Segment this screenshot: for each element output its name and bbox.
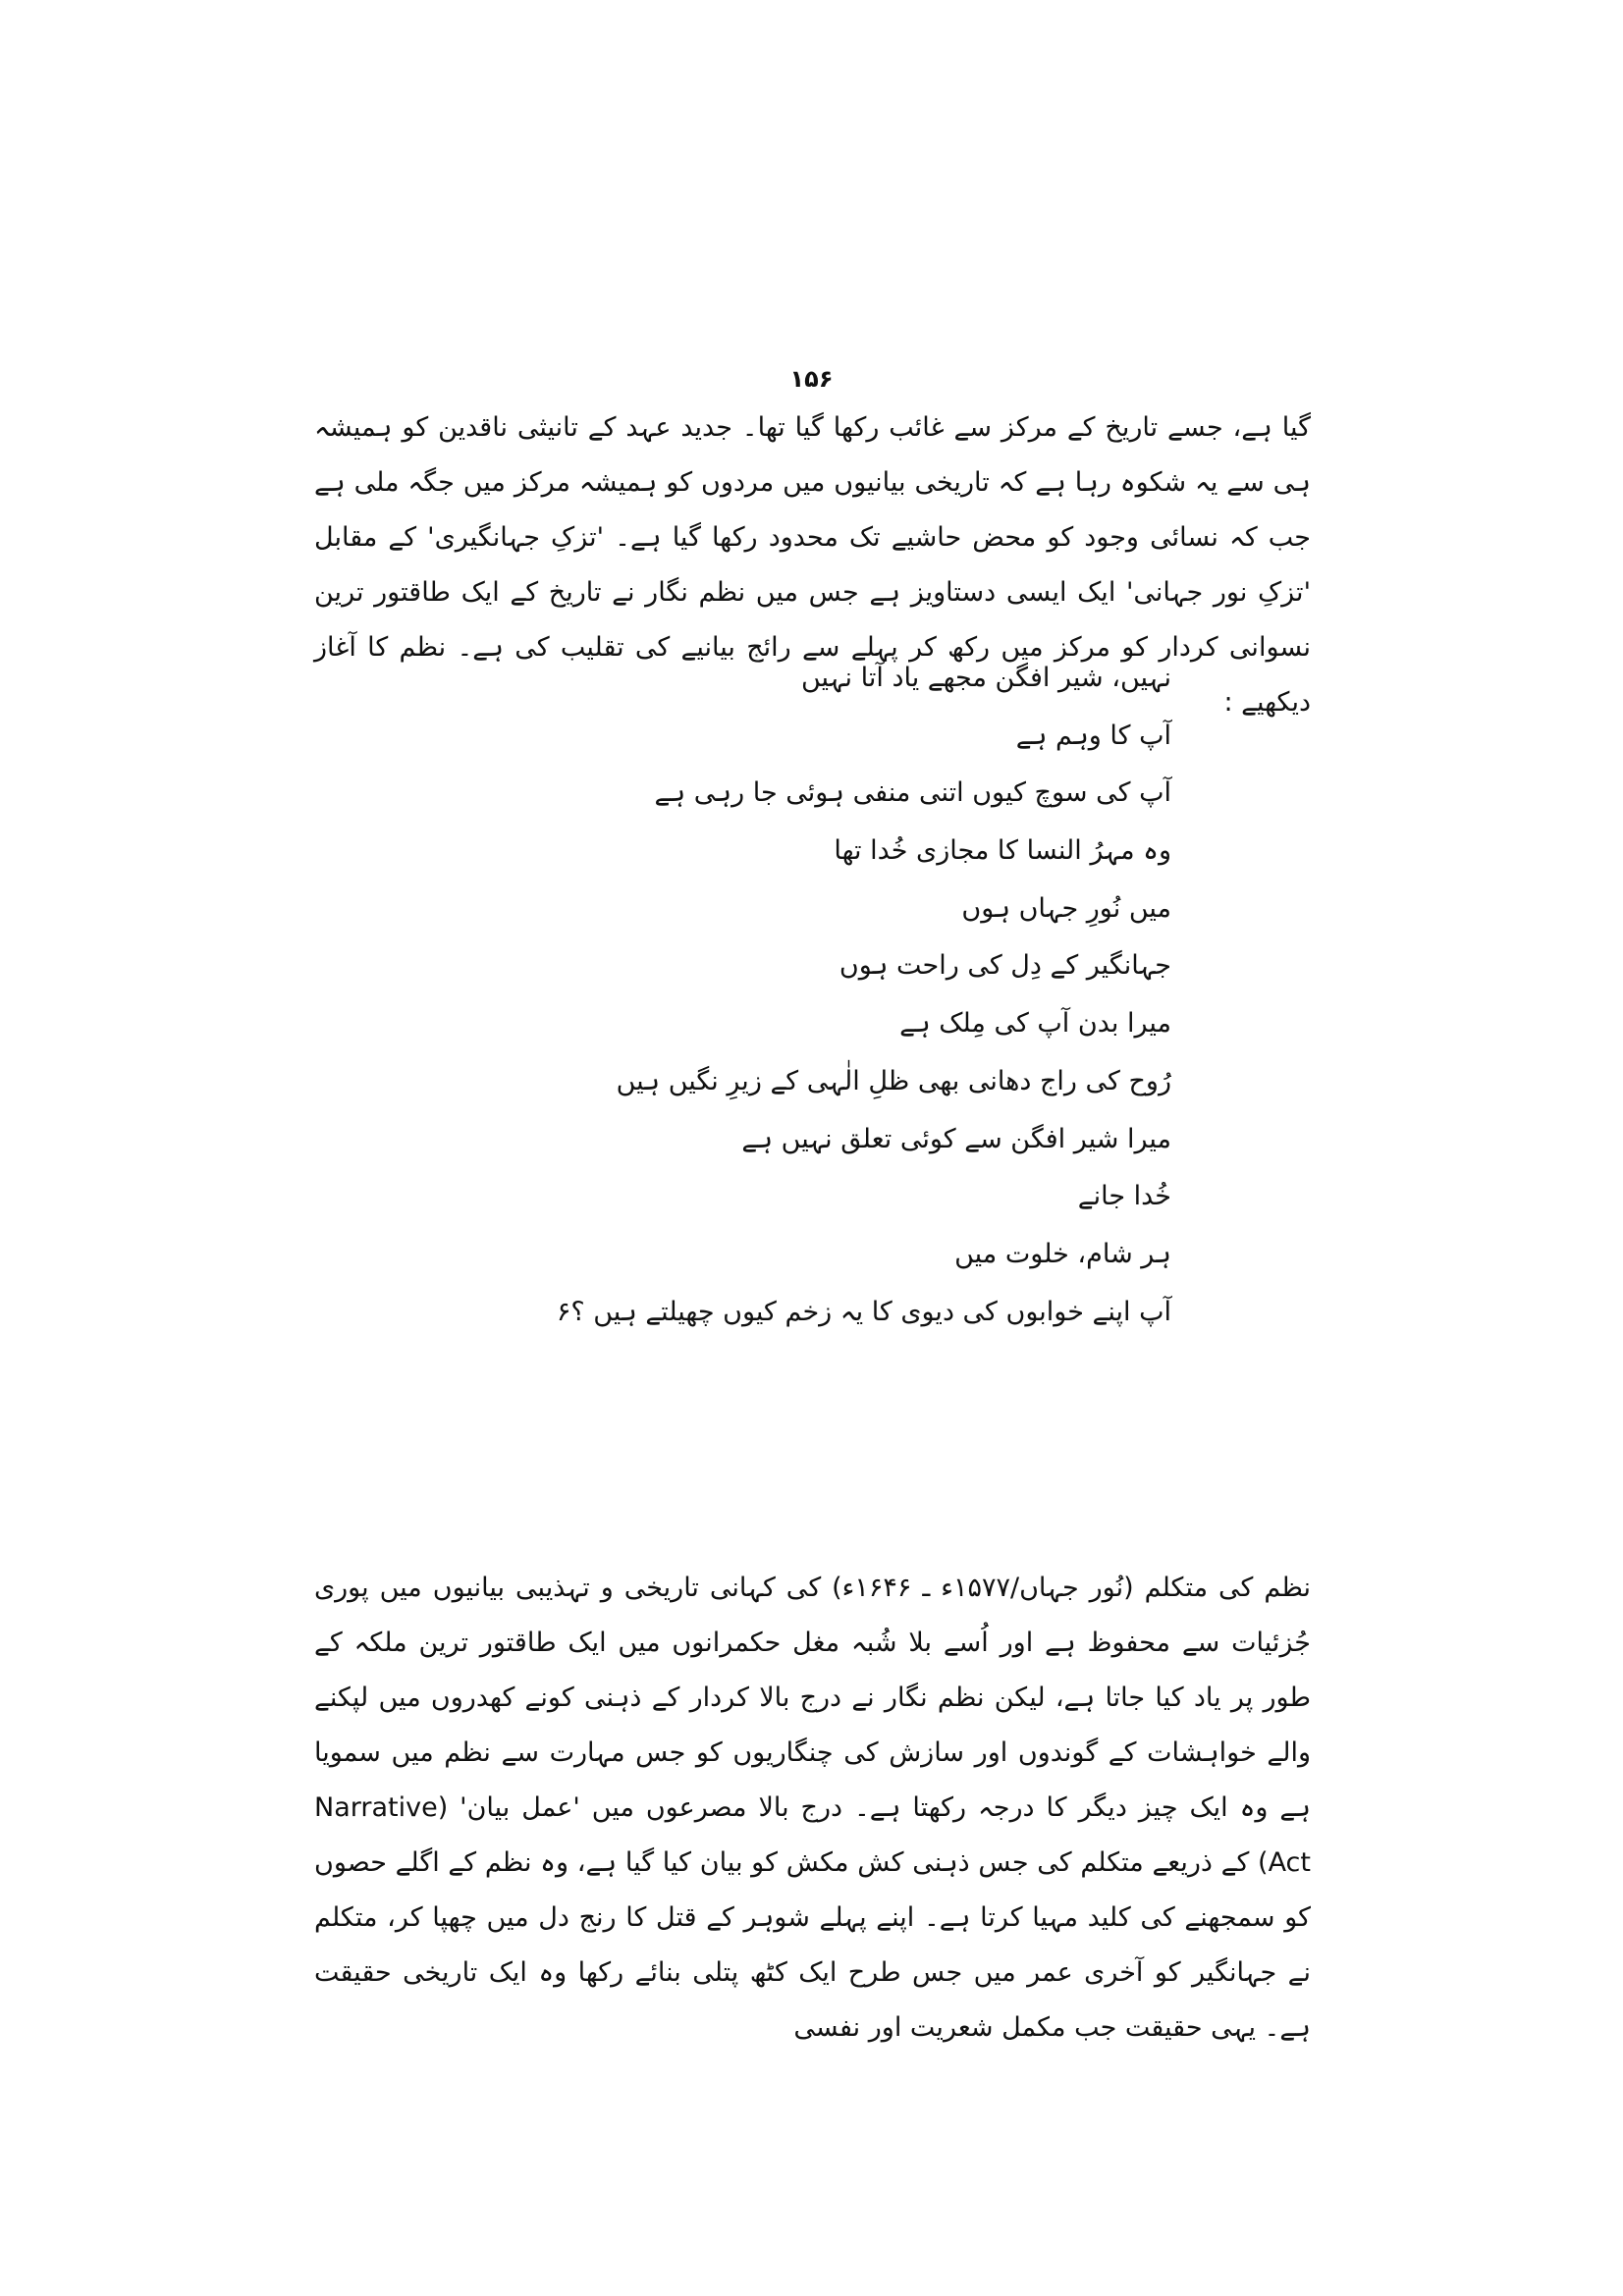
poem-excerpt [484,650,1171,1341]
poem-line: خُدا جانے [1077,1181,1171,1212]
intro-paragraph: گیا ہے، جسے تاریخ کے مرکز سے غائب رکھا گیا تھا۔ جدید عہد کے تانیثی ناقدین کو ہمیشہ ہی سے یہ شکوہ رہا ہے کہ تاریخی بیانیوں میں مردوں کو ہمیشہ مرکز میں جگہ ملی ہے جب کہ نسائی وجود کو محض حاشیے تک محدود رکھا گیا ہے۔ 'تزکِ جہانگیری' کے مقابل 'تزکِ نور جہانی' ایک ایسی دستاویز ہے جس میں نظم نگار نے تاریخ کے ایک طاقتور ترین نسوانی کردار کو مرکز میں رکھ کر پہلے سے رائج بیانیے کی تقلیب کی ہے۔ نظم کا آغاز دیکھیے : [314,412,1311,718]
analysis-paragraph: نظم کی متکلم (نُور جہاں/۱۵۷۷ء ـ ۱۶۴۶ء) کی کہانی تاریخی و تہذیبی بیانیوں میں پوری جُزئیات سے محفوظ ہے اور اُسے بلا شُبہ مغل حکمرانوں میں ایک طاقتور ترین ملکہ کے طور پر یاد کیا جاتا ہے، لیکن نظم نگار نے درج بالا کردار کے ذہنی کونے کھدروں میں لپکنے والے خواہشات کے گوندوں اور سازش کی چنگاریوں کو جس مہارت سے نظم میں سمویا ہے وہ ایک چیز دیگر کا درجہ رکھتا ہے۔ درج بالا مصرعوں میں 'عمل بیان' (Narrative Act) کے ذریعے متکلم کی جس ذہنی کش مکش کو بیان کیا گیا ہے، وہ نظم کے اگلے حصوں کو سمجھنے کی کلید مہیا کرتا ہے۔ اپنے پہلے شوہر کے قتل کا رنج دل میں چھپا کر، متکلم نے جہانگیر کو آخری عمر میں جس طرح ایک کٹھ پتلی بنائے رکھا وہ ایک تاریخی حقیقت ہے۔ یہی حقیقت جب مکمل شعریت اور نفسی [314,1573,1312,2043]
page-number: ۱۵۶ [789,365,834,393]
poem-line: رُوح کی راج دھانی بھی ظلِ الٰہی کے زیرِ نگیں ہیں [616,1065,1171,1096]
poem-line: آپ اپنے خوابوں کی دیوی کا یہ زخم کیوں چھیلتے ہیں ؟۶ [556,1296,1171,1327]
poem-line: میرا شیر افگن سے کوئی تعلق نہیں ہے [741,1123,1171,1154]
poem-line: ہر شام، خلوت میں [954,1238,1171,1269]
poem-line: نہیں، شیر افگن مجھے یاد آتا نہیں [801,663,1171,693]
poem-line: جہانگیر کے دِل کی راحت ہوں [839,950,1171,982]
poem-line: میرا بدن آپ کی مِلک ہے [899,1008,1171,1040]
poem-line: آپ کا وہم ہے [1015,720,1171,751]
poem-line: آپ کی سوچ کیوں اتنی منفی ہوئی جا رہی ہے [654,777,1171,809]
poem-line: وہ مہرُ النسا کا مجازی خُدا تھا [834,835,1171,867]
poem-line: میں نُورِ جہاں ہوں [961,892,1171,924]
